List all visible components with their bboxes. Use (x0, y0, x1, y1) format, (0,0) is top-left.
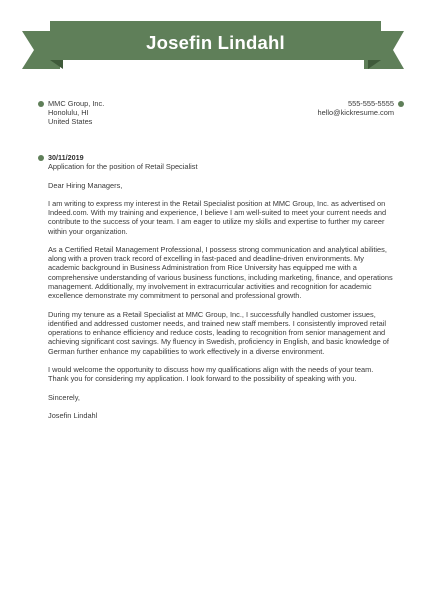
letter-date-row (38, 153, 84, 162)
letter-closing: Sincerely, (48, 392, 80, 402)
bullet-dot (398, 101, 404, 107)
sender-contact (317, 99, 394, 117)
letter-paragraph: I am writing to express my interest in the Retail Specialist position at MMC Group, Inc. as advertised on Indeed.com. With my training and experience, I believe I am well-suited to meet your current needs and contribute to the success of your team. I am eager to utilize my skills and expertise to further my career within your organization. (48, 198, 387, 236)
recipient-country: United States (48, 117, 93, 127)
applicant-name: Josefin Lindahl (146, 32, 285, 53)
letter-body (48, 162, 394, 429)
contact-phone: 555-555-5555 (347, 99, 394, 108)
letter-subject: Application for the position of Retail Specialist (48, 162, 198, 171)
letter-paragraph: During my tenure as a Retail Specialist at MMC Group, Inc., I successfully handled customer issues, identified and addressed customer needs, and trained new staff members. I consistently improved retail operations to enhance efficiency and reduce costs, leading to recognition from senior management and achieving significant cost savings. My fluency in Swedish, proficiency in English, and basic knowledge of German further enhance my capabilities to work effectively in a diverse environment. (48, 309, 389, 356)
recipient-address (38, 99, 104, 127)
bullet-dot (38, 155, 44, 161)
letter-signature: Josefin Lindahl (48, 410, 98, 420)
name-ribbon (0, 0, 424, 80)
letter-greeting: Dear Hiring Managers, (48, 180, 123, 190)
letter-paragraph: I would welcome the opportunity to discuss how my qualifications align with the needs of your team. Thank you for considering my application. I look forward to the possibility of speaking with you. (48, 364, 374, 384)
letter-date: 30/11/2019 (48, 153, 84, 162)
recipient-company: MMC Group, Inc. (48, 99, 105, 108)
recipient-city: Honolulu, HI (48, 108, 89, 118)
contact-email: hello@kickresume.com (317, 108, 394, 118)
bullet-dot (38, 101, 44, 107)
letter-paragraph: As a Certified Retail Management Professional, I possess strong communication and analytical abilities, along with a proven track record of excelling in fast-paced and deadline-driven environments. My academic background in Business Administration from Rice University has equipped me with a comprehensive understanding of various business functions, including marketing, finance, and operations management. Additionally, my involvement in extracurricular activities and recognition for academic excellence demonstrate my commitment to personal and professional growth. (48, 244, 393, 301)
